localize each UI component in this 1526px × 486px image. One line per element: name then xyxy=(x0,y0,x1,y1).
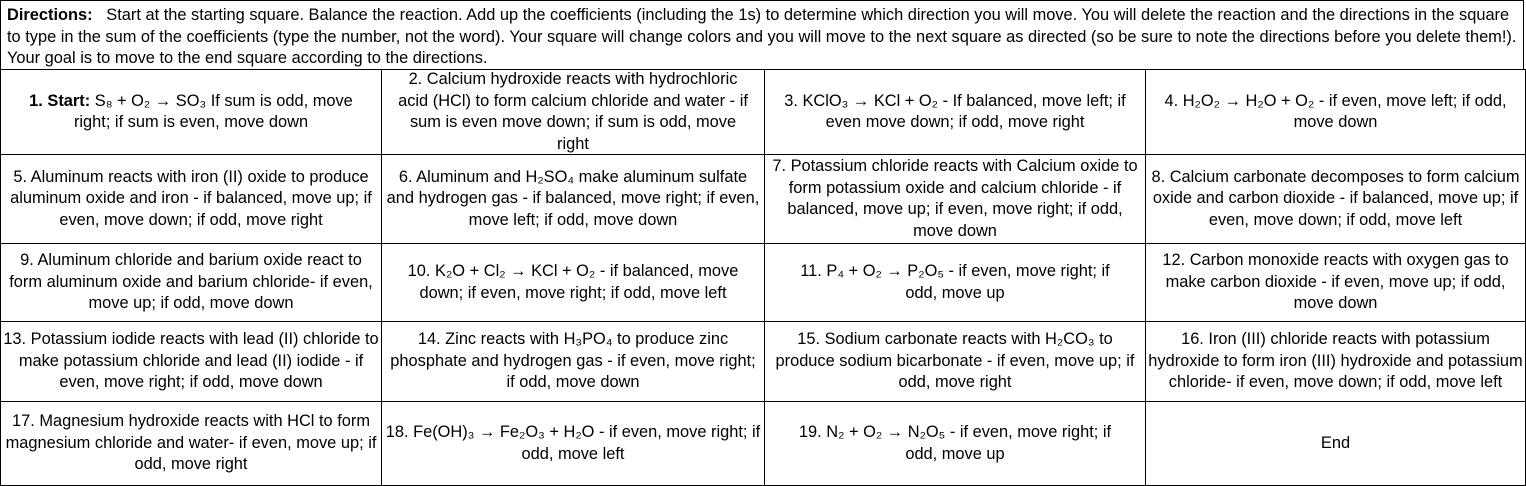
square-text: 11. P₄ + O₂ → P₂O₅ - if even, move right; if odd, move up xyxy=(800,262,1110,302)
square-17[interactable] xyxy=(1,402,382,486)
grid-row xyxy=(1,244,1526,322)
square-1[interactable] xyxy=(1,70,382,155)
square-text: 10. K₂O + Cl₂ → KCl + O₂ - if balanced, move down; if even, move right; if odd, move left xyxy=(407,262,739,302)
square-18[interactable] xyxy=(382,402,765,486)
square-text: 17. Magnesium hydroxide reacts with HCl to form magnesium chloride and water- if even, move up; if odd, move right xyxy=(5,412,377,474)
square-text: 9. Aluminum chloride and barium oxide react to form aluminum oxide and barium chloride- if even, move up; if odd, move down xyxy=(9,251,373,313)
square-7[interactable] xyxy=(765,155,1146,244)
square-12[interactable] xyxy=(1146,244,1526,322)
square-16[interactable] xyxy=(1146,322,1526,402)
directions-box: Directions: Start at the starting square. Balance the reaction. Add up the coefficients (including the 1s) to determine which direction you will move. You will delete the reaction and the directions in the square to type in the sum of the coefficients (type the number, not the word). Your square will change colors and you will move to the next square as directed (so be sure to note the directions before you delete them!). Your goal is to move to the end square according to the directions. xyxy=(0,0,1524,70)
square-5[interactable] xyxy=(1,155,382,244)
square-9[interactable] xyxy=(1,244,382,322)
square-text: 6. Aluminum and H₂SO₄ make aluminum sulfate and hydrogen gas - if balanced, move right; if even, move left; if odd, move down xyxy=(386,167,760,229)
square-10[interactable] xyxy=(382,244,765,322)
start-label: 1. Start: xyxy=(29,91,91,110)
square-3[interactable] xyxy=(765,70,1146,155)
square-text: 8. Calcium carbonate decomposes to form calcium oxide and carbon dioxide - if balanced, move up; if even, move down; if odd, move left xyxy=(1151,167,1520,229)
square-text: 2. Calcium hydroxide reacts with hydrochloric acid (HCl) to form calcium chloride and water - if sum is even move down; if sum is odd, move right xyxy=(398,70,748,153)
square-11[interactable] xyxy=(765,244,1146,322)
grid-row xyxy=(1,70,1526,155)
square-15[interactable] xyxy=(765,322,1146,402)
square-4[interactable] xyxy=(1146,70,1526,155)
square-text: 12. Carbon monoxide reacts with oxygen gas to make carbon dioxide - if even, move up; if odd, move down xyxy=(1162,251,1509,313)
square-text: S₈ + O₂ → SO₃ If sum is odd, move right; if sum is even, move down xyxy=(73,91,353,131)
square-text: 19. N₂ + O₂ → N₂O₅ - if even, move right; if odd, move up xyxy=(798,423,1112,463)
maze-grid xyxy=(0,69,1526,486)
square-text: 18. Fe(OH)₃ → Fe₂O₃ + H₂O - if even, move right; if odd, move left xyxy=(385,423,761,463)
square-text: 7. Potassium chloride reacts with Calcium oxide to form potassium oxide and calcium chloride - if balanced, move up; if even, move right; if odd, move down xyxy=(772,157,1138,240)
square-19[interactable] xyxy=(765,402,1146,486)
directions-label: Directions xyxy=(7,6,88,24)
square-end[interactable] xyxy=(1146,402,1526,486)
square-text: 14. Zinc reacts with H₃PO₄ to produce zinc phosphate and hydrogen gas - if even, move right; if odd, move down xyxy=(390,330,756,392)
square-text: 3. KClO₃ → KCl + O₂ - If balanced, move left; if even move down; if odd, move right xyxy=(784,91,1126,131)
grid-row xyxy=(1,155,1526,244)
square-2[interactable] xyxy=(382,70,765,155)
square-6[interactable] xyxy=(382,155,765,244)
square-13[interactable] xyxy=(1,322,382,402)
square-text: 5. Aluminum reacts with iron (II) oxide to produce aluminum oxide and iron - if balanced, move up; if even, move down; if odd, move right xyxy=(10,167,372,229)
directions-text: Start at the starting square. Balance the reaction. Add up the coefficients (including the 1s) to determine which direction you will move. You will delete the reaction and the directions in the square to type in the sum of the coefficients (type the number, not the word). Your square will change colors and you will move to the next square as directed (so be sure to note the directions before you delete them!). Your goal is to move to the end square according to the directions. xyxy=(7,6,1517,67)
square-8[interactable] xyxy=(1146,155,1526,244)
square-text: 4. H₂O₂ → H₂O + O₂ - if even, move left; if odd, move down xyxy=(1164,91,1507,131)
square-text: 16. Iron (III) chloride reacts with potassium hydroxide to form iron (III) hydroxide and potassium chloride- if even, move down; if odd, move left xyxy=(1148,330,1523,392)
square-14[interactable] xyxy=(382,322,765,402)
grid-row xyxy=(1,322,1526,402)
end-label: End xyxy=(1320,433,1351,452)
grid-row xyxy=(1,402,1526,486)
square-text: 15. Sodium carbonate reacts with H₂CO₃ to produce sodium bicarbonate - if even, move up; if odd, move right xyxy=(775,330,1135,392)
square-text: 13. Potassium iodide reacts with lead (II) chloride to make potassium chloride and lead (II) iodide - if even, move right; if odd, move down xyxy=(3,330,379,392)
